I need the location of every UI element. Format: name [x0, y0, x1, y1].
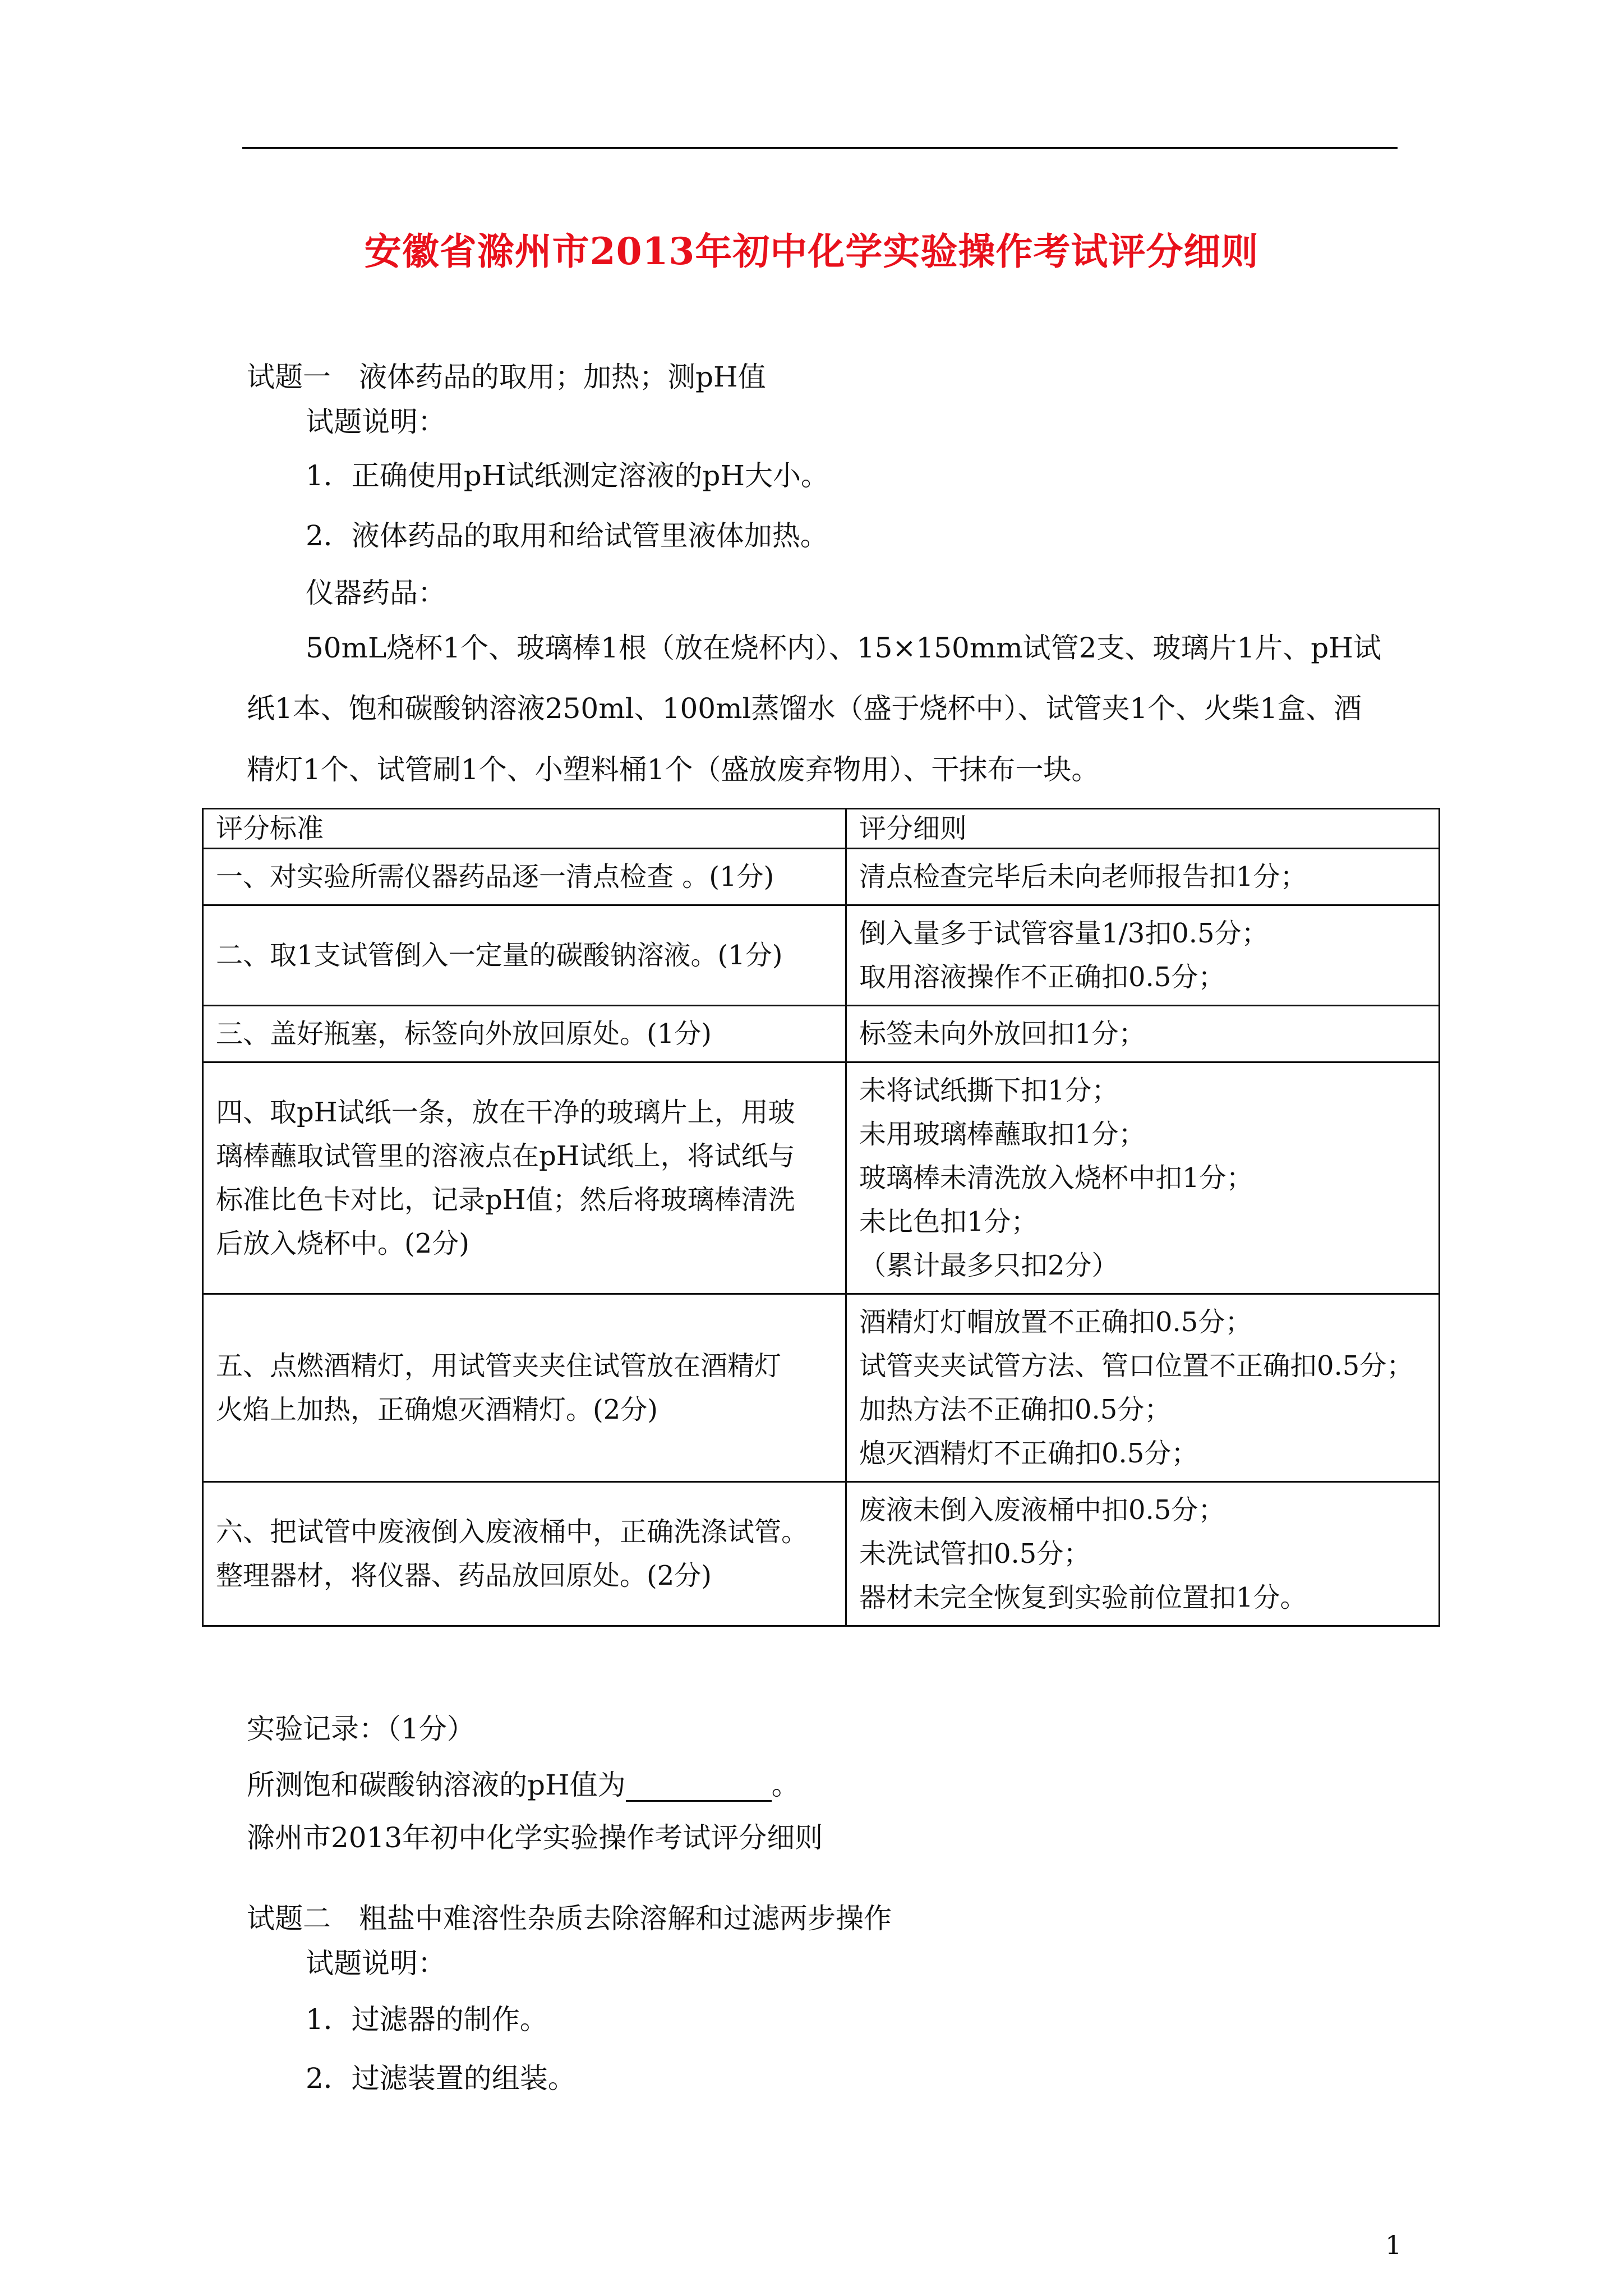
- grading-table: [202, 808, 1440, 1627]
- header-standard: 评分标准: [203, 809, 846, 849]
- standard-cell: [203, 1062, 846, 1294]
- detail-text: 器材未完全恢复到实验前位置扣1分。: [859, 1582, 1307, 1613]
- detail-text: （累计最多只扣2分）: [859, 1250, 1119, 1281]
- standard-cell: [203, 849, 846, 905]
- record-prompt: 所测饱和碳酸钠溶液的pH值为: [247, 1769, 626, 1801]
- table-row: [203, 1062, 1440, 1294]
- details-cell: [846, 905, 1440, 1006]
- standard-cell: [203, 905, 846, 1006]
- detail-text: 熄灭酒精灯不正确扣0.5分；: [859, 1438, 1198, 1469]
- standard-cell: [203, 1294, 846, 1482]
- detail-text: 未比色扣1分；: [859, 1206, 1038, 1237]
- detail-text: 未将试纸撕下扣1分；: [859, 1075, 1119, 1106]
- record-line: [247, 1768, 800, 1802]
- table-row: [203, 849, 1440, 905]
- q2-desc-label: 试题说明：: [306, 1947, 446, 1980]
- q2-desc-1: 1．过滤器的制作。: [306, 2003, 548, 2036]
- details-cell: [846, 1006, 1440, 1062]
- q2-desc-2: 2．过滤装置的组装。: [306, 2062, 576, 2095]
- page-number: 1: [1385, 2230, 1402, 2260]
- answer-blank: [626, 1773, 772, 1802]
- standard-text: 五、点燃酒精灯，用试管夹夹住试管放在酒精灯: [216, 1350, 782, 1382]
- header-details: 评分细则: [846, 809, 1440, 849]
- standard-text: 一、对实验所需仪器药品逐一清点检查 。(1分): [216, 861, 774, 892]
- standard-text: 火焰上加热，正确熄灭酒精灯。(2分): [216, 1394, 658, 1425]
- table-row: [203, 1006, 1440, 1062]
- detail-text: 未用玻璃棒蘸取扣1分；: [859, 1119, 1146, 1150]
- subtitle: 滁州市2013年初中化学实验操作考试评分细则: [247, 1821, 823, 1854]
- q1-equip-line-2: 纸1本、饱和碳酸钠溶液250ml、100ml蒸馏水（盛于烧杯中）、试管夹1个、火柴1盒、酒: [247, 692, 1362, 725]
- standard-text: 璃棒蘸取试管里的溶液点在pH试纸上，将试纸与: [216, 1140, 795, 1172]
- header-rule: [242, 147, 1398, 149]
- standard-text: 后放入烧杯中。(2分): [216, 1228, 469, 1259]
- record-label: 实验记录：（1分）: [247, 1713, 475, 1745]
- q1-equip-line-3: 精灯1个、试管刷1个、小塑料桶1个（盛放废弃物用）、干抹布一块。: [247, 753, 1100, 786]
- detail-text: 废液未倒入废液桶中扣0.5分；: [859, 1494, 1225, 1526]
- standard-text: 六、把试管中废液倒入废液桶中，正确洗涤试管。: [216, 1516, 809, 1548]
- q1-desc-2: 2．液体药品的取用和给试管里液体加热。: [306, 519, 828, 552]
- record-end: 。: [771, 1769, 800, 1801]
- details-cell: [846, 1062, 1440, 1294]
- standard-text: 标准比色卡对比，记录pH值；然后将玻璃棒清洗: [216, 1184, 795, 1216]
- detail-text: 标签未向外放回扣1分；: [859, 1018, 1146, 1050]
- q1-heading: 试题一 液体药品的取用；加热；测pH值: [247, 361, 766, 393]
- standard-text: 四、取pH试纸一条，放在干净的玻璃片上，用玻: [216, 1097, 795, 1128]
- table-row: [203, 1482, 1440, 1626]
- table-row: [203, 1294, 1440, 1482]
- table-row: [203, 905, 1440, 1006]
- detail-text: 倒入量多于试管容量1/3扣0.5分；: [859, 918, 1269, 949]
- details-cell: [846, 1294, 1440, 1482]
- document-title: 安徽省滁州市2013年初中化学实验操作考试评分细则: [364, 229, 1259, 273]
- detail-text: 酒精灯灯帽放置不正确扣0.5分；: [859, 1306, 1252, 1338]
- standard-cell: [203, 1006, 846, 1062]
- q1-desc-label: 试题说明：: [306, 406, 446, 438]
- standard-cell: [203, 1482, 846, 1626]
- detail-text: 取用溶液操作不正确扣0.5分；: [859, 961, 1225, 993]
- q2-heading: 试题二 粗盐中难溶性杂质去除溶解和过滤两步操作: [247, 1902, 892, 1935]
- detail-text: 玻璃棒未清洗放入烧杯中扣1分；: [859, 1162, 1253, 1194]
- q1-desc-1: 1．正确使用pH试纸测定溶液的pH大小。: [306, 459, 829, 492]
- standard-text: 二、取1支试管倒入一定量的碳酸钠溶液。(1分): [216, 940, 783, 971]
- standard-text: 三、盖好瓶塞，标签向外放回原处。(1分): [216, 1018, 712, 1050]
- q1-equip-line-1: 50mL烧杯1个、玻璃棒1根（放在烧杯内）、15×150mm试管2支、玻璃片1片、pH试: [306, 632, 1381, 664]
- detail-text: 加热方法不正确扣0.5分；: [859, 1394, 1172, 1425]
- standard-text: 整理器材，将仪器、药品放回原处。(2分): [216, 1560, 712, 1591]
- detail-text: 未洗试管扣0.5分；: [859, 1538, 1091, 1570]
- detail-text: 试管夹夹试管方法、管口位置不正确扣0.5分；: [859, 1350, 1414, 1382]
- q1-equip-label: 仪器药品：: [306, 577, 446, 609]
- table-header-row: [203, 809, 1440, 849]
- detail-text: 清点检查完毕后未向老师报告扣1分；: [859, 861, 1307, 892]
- details-cell: [846, 849, 1440, 905]
- details-cell: [846, 1482, 1440, 1626]
